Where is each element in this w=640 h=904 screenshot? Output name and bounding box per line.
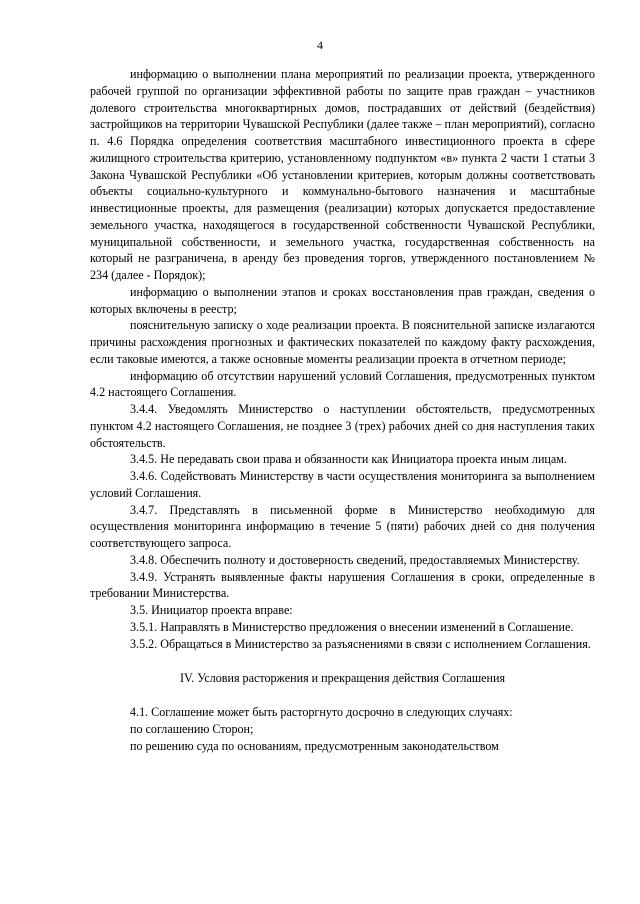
page-number: 4 xyxy=(317,38,323,52)
paragraph: информацию о выполнении плана мероприятий по реализации проекта, утвержденного рабочей группой по организации эффективной работы по защите прав граждан – участников долевого строительства многоквартирных домов, пострадавших от действий (бездействия) застройщиков на территории Чувашской Республики (далее также – план мероприятий), согласно п. 4.6 Порядка определения соответствия масштабного инвестиционного проекта в сфере жилищного строительства критерию, установленному подпунктом «в» пункта 2 части 1 статьи 3 Закона Чувашской Республики «Об установлении критериев, которым должны соответствовать объекты социально-культурного и коммунально-бытового назначения и масштабные инвестиционные проекты, для размещения (реализации) которых допускается предоставление земельного участка, находящегося в государственной собственности Чувашской Республики, муниципальной собственности, и земельного участка, государственная собственность на который не разграничена, в аренду без проведения торгов, утвержденного постановлением № 234 (далее - Порядок); xyxy=(90,67,595,282)
paragraph: 3.5. Инициатор проекта вправе: xyxy=(130,603,293,617)
paragraph: 3.4.6. Содействовать Министерству в части осуществления мониторинга за выполнением условий Соглашения. xyxy=(90,469,595,500)
section-heading: IV. Условия расторжения и прекращения действия Соглашения xyxy=(179,671,506,686)
document-body xyxy=(90,66,595,754)
paragraph: 3.5.2. Обращаться в Министерство за разъяснениями в связи с исполнением Соглашения. xyxy=(130,636,591,651)
paragraph: 3.4.7. Представлять в письменной форме в Министерство необходимую для осуществления мониторинга информацию в течение 5 (пяти) рабочих дней со дня получения соответствующего запроса. xyxy=(90,502,595,550)
paragraph: информацию о выполнении этапов и сроках восстановления прав граждан, сведения о которых включены в реестр; xyxy=(90,284,595,316)
paragraph: пояснительную записку о ходе реализации проекта. В пояснительной записке излагаются причины расхождения прогнозных и фактических показателей по каждому факту расхождения, если таковые имеются, а также основные моменты реализации проекта в отчетном периоде; xyxy=(90,318,595,366)
paragraph: 3.4.9. Устранять выявленные факты нарушения Соглашения в сроки, определенные в требовании Министерства. xyxy=(90,569,595,601)
paragraph: 4.1. Соглашение может быть расторгнуто досрочно в следующих случаях: xyxy=(130,705,513,719)
paragraph: по решению суда по основаниям, предусмотренным законодательством xyxy=(130,738,499,753)
paragraph: по соглашению Сторон; xyxy=(130,721,254,736)
paragraph: информацию об отсутствии нарушений условий Соглашения, предусмотренных пунктом 4.2 настоящего Соглашения. xyxy=(90,368,595,400)
paragraph: 3.4.5. Не передавать свои права и обязанности как Инициатора проекта иным лицам. xyxy=(130,452,567,467)
paragraph: 3.4.4. Уведомлять Министерство о наступлении обстоятельств, предусмотренных пунктом 4.2 настоящего Соглашения, не позднее 3 (трех) рабочих дней со дня наступления таких обстоятельств. xyxy=(90,402,595,450)
paragraph: 3.4.8. Обеспечить полноту и достоверность сведений, предоставляемых Министерству. xyxy=(130,552,580,567)
paragraph: 3.5.1. Направлять в Министерство предложения о внесении изменений в Соглашение. xyxy=(130,619,574,634)
